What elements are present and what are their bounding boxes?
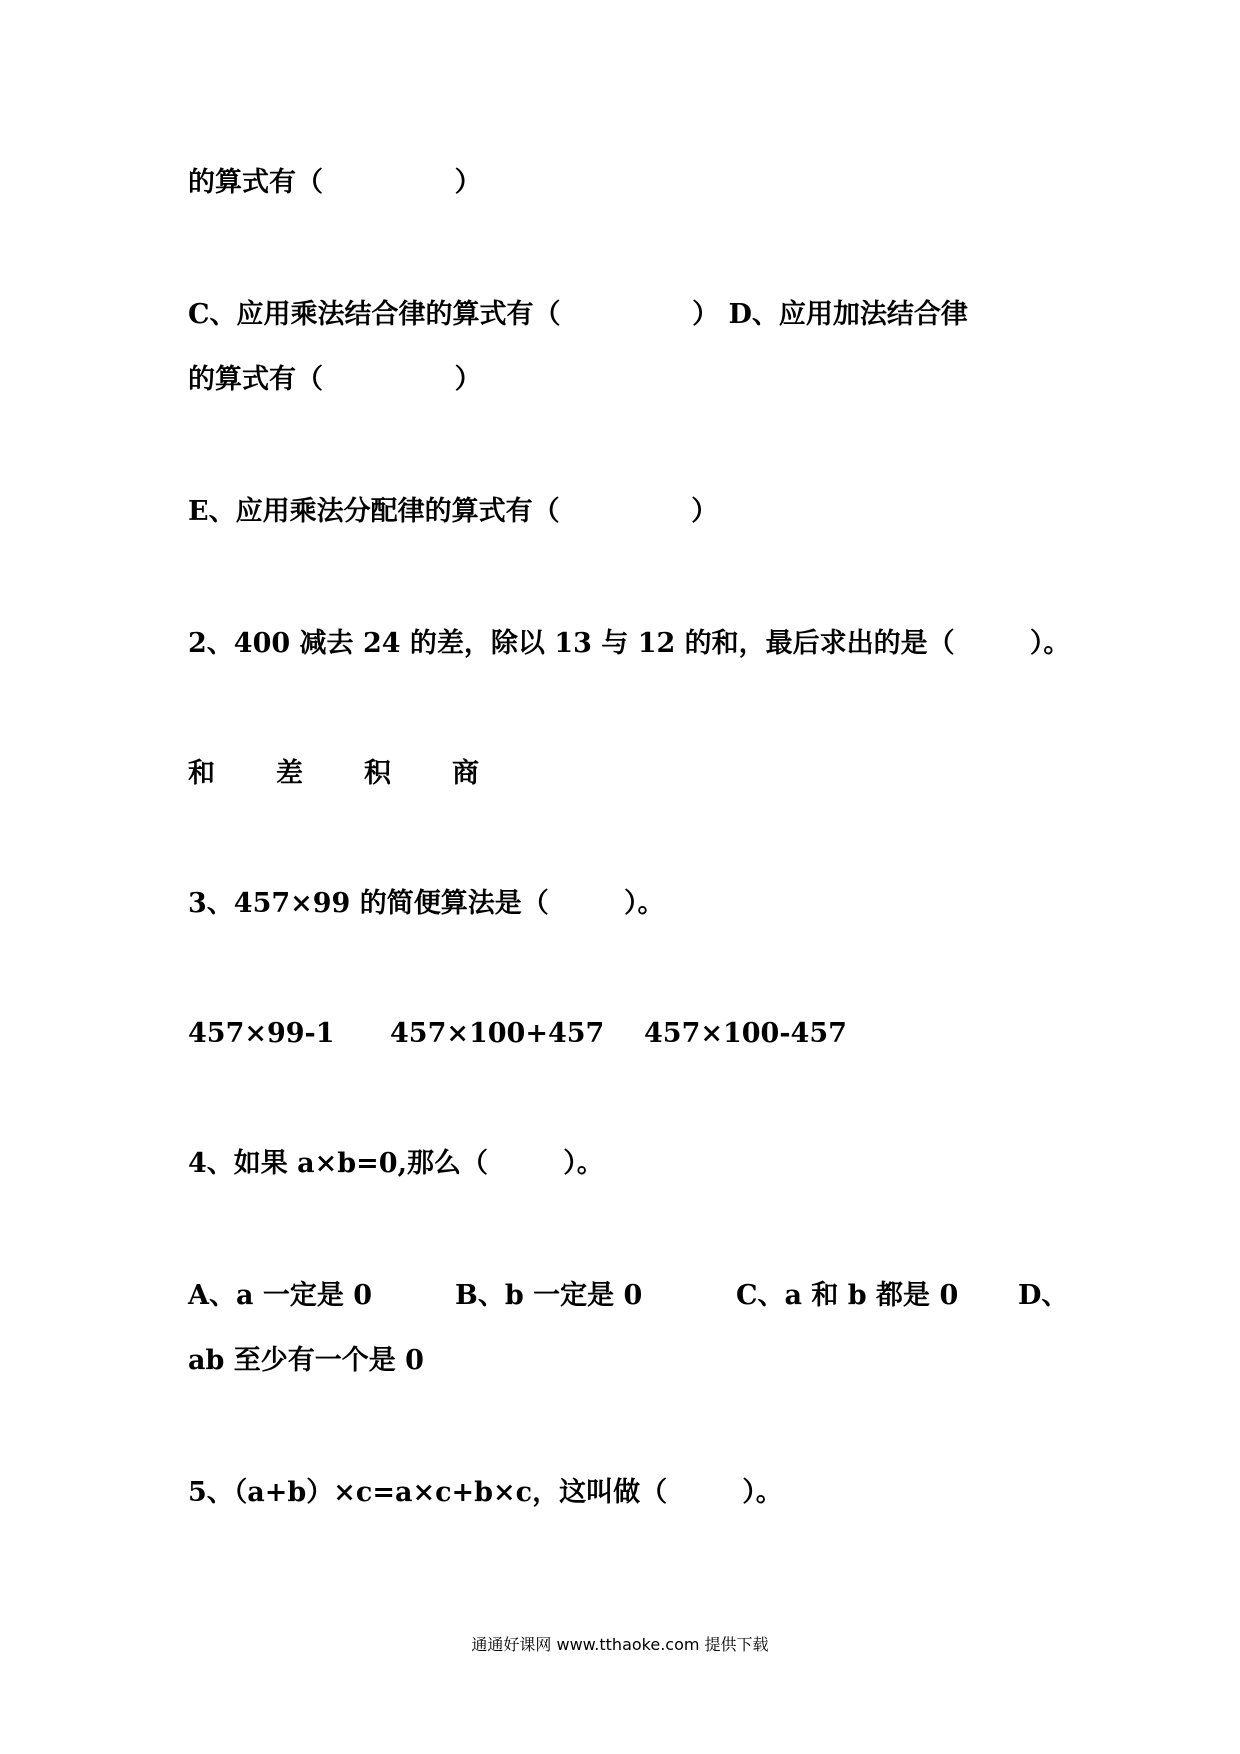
- option-difference: 差: [276, 758, 303, 789]
- question-1-b-continuation: 的算式有（ ）: [188, 167, 482, 198]
- option-b: B、b 一定是 0: [455, 1280, 643, 1311]
- question-4-option-d-continuation: ab 至少有一个是 0: [188, 1345, 424, 1376]
- option-c: C、a 和 b 都是 0: [736, 1280, 959, 1311]
- question-1-c-d: C、应用乘法结合律的算式有（ ） D、应用加法结合律: [188, 299, 968, 330]
- question-4: 4、如果 a×b=0,那么（ ）。: [188, 1148, 604, 1179]
- question-4-options: [188, 1279, 1068, 1313]
- question-3-options: [188, 1017, 888, 1051]
- option-c: 457×100-457: [644, 1018, 847, 1049]
- option-a: A、a 一定是 0: [188, 1280, 373, 1311]
- question-3: 3、457×99 的简便算法是（ ）。: [188, 888, 665, 919]
- option-quotient: 商: [452, 758, 479, 789]
- question-1-e: E、应用乘法分配律的算式有（ ）: [188, 496, 719, 527]
- option-b: 457×100+457: [390, 1018, 605, 1049]
- option-sum: 和: [188, 758, 215, 789]
- question-1-d-continuation: 的算式有（ ）: [188, 364, 482, 395]
- option-product: 积: [364, 758, 391, 789]
- question-5: 5、（a+b）×c=a×c+b×c，这叫做（ ）。: [188, 1477, 783, 1508]
- question-2-options: [188, 757, 588, 791]
- option-a: 457×99-1: [188, 1018, 335, 1049]
- option-d: D、: [1018, 1280, 1069, 1311]
- question-2: 2、400 减去 24 的差，除以 13 与 12 的和，最后求出的是（ ）。: [188, 628, 1071, 659]
- page-footer: 通通好课网 www.tthaoke.com 提供下载: [471, 1635, 769, 1654]
